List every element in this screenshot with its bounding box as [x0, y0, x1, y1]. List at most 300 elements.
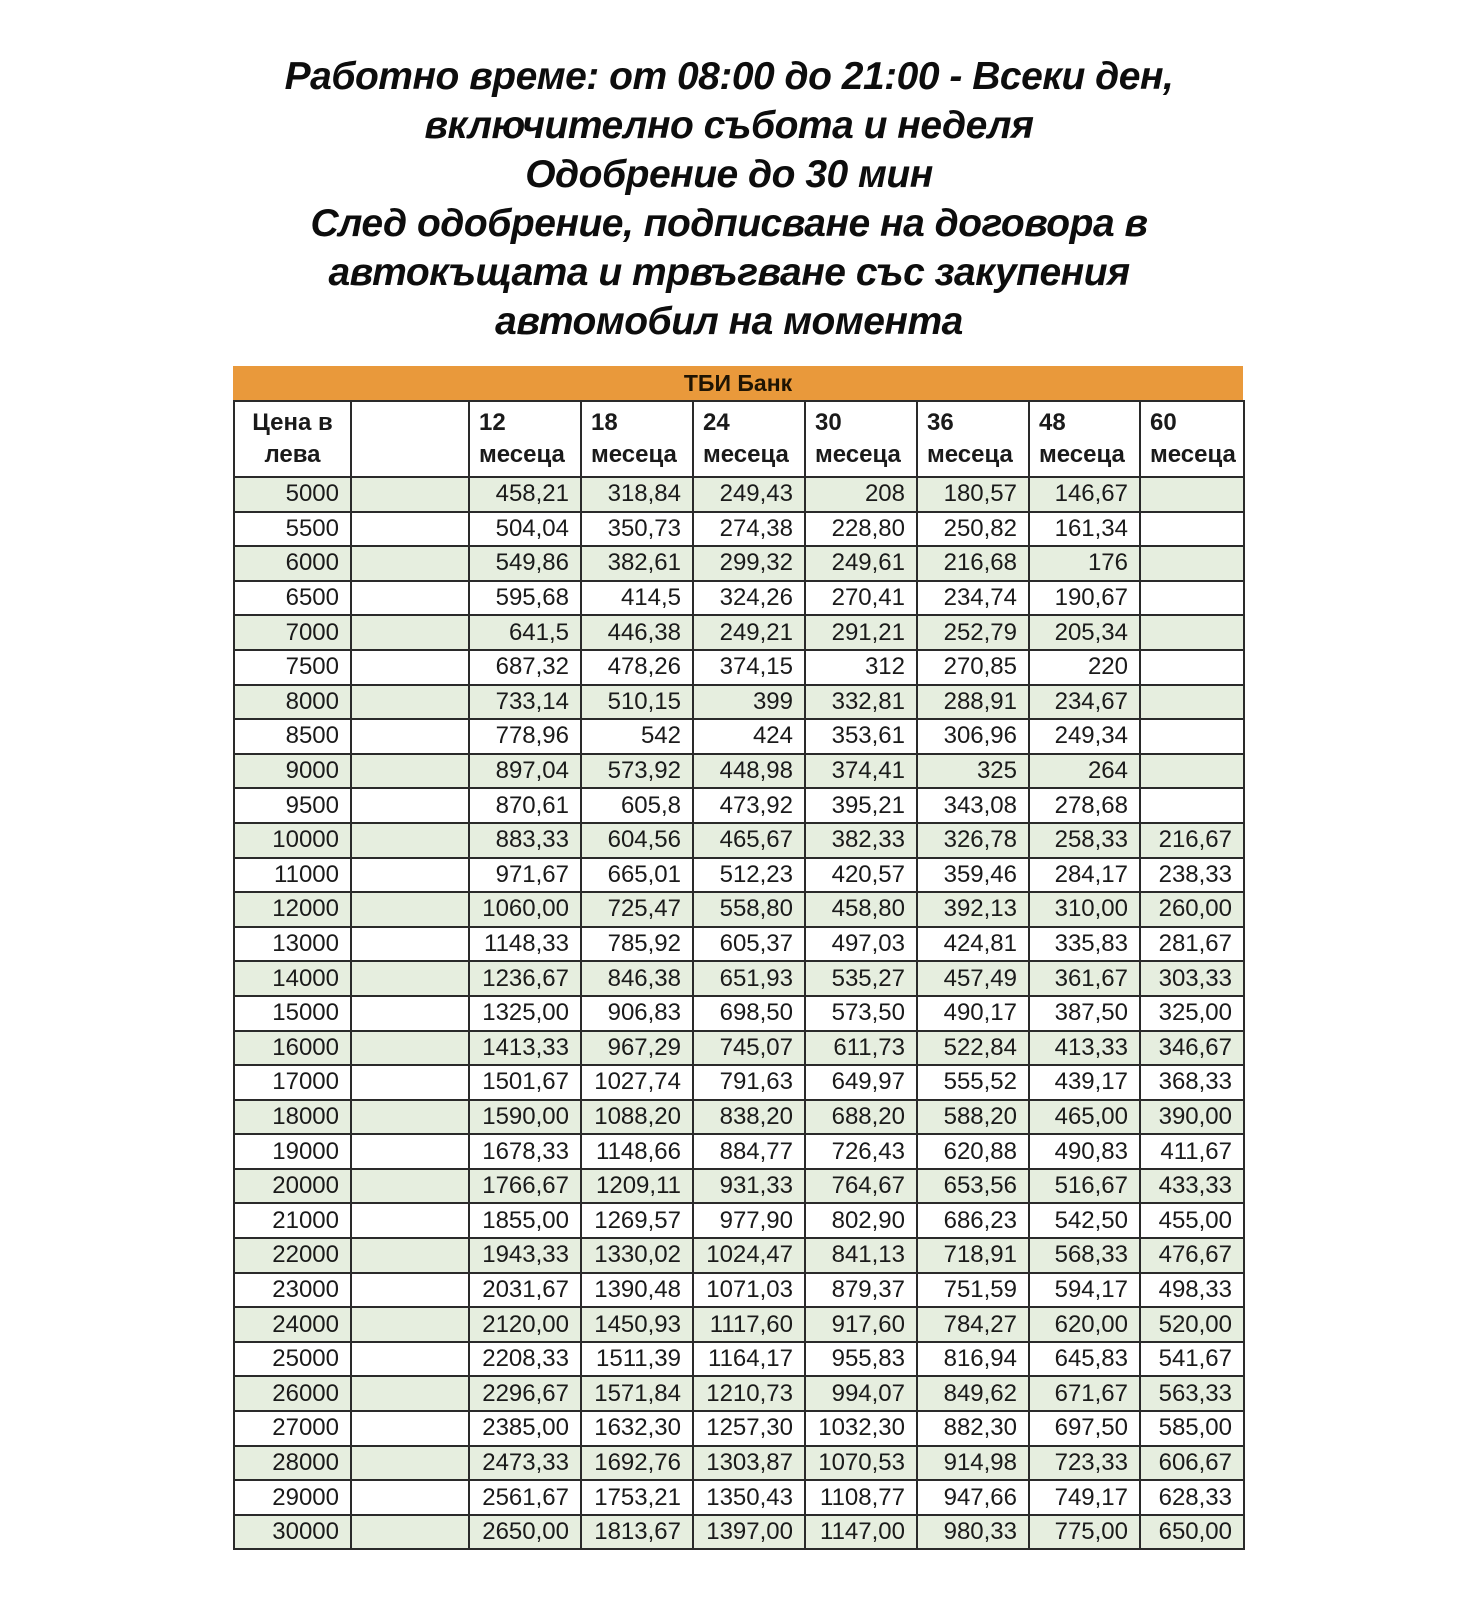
payment-cell: 458,21 [469, 477, 581, 512]
payment-cell: 234,74 [917, 581, 1029, 616]
price-cell: 29000 [234, 1480, 351, 1515]
payment-cell: 1027,74 [581, 1065, 693, 1100]
payment-cell: 2385,00 [469, 1411, 581, 1446]
payment-cell: 802,90 [805, 1203, 917, 1238]
price-cell: 10000 [234, 823, 351, 858]
payment-cell: 146,67 [1029, 477, 1140, 512]
payment-cell: 1257,30 [693, 1411, 805, 1446]
payment-cell: 1325,00 [469, 996, 581, 1031]
payment-cell: 343,08 [917, 788, 1029, 823]
title-line: Работно време: от 08:00 до 21:00 - Всеки ден, [284, 55, 1174, 98]
payment-cell: 306,96 [917, 719, 1029, 754]
payment-cell [1140, 685, 1244, 720]
table-row [234, 512, 1244, 547]
payment-cell: 1269,57 [581, 1203, 693, 1238]
payment-cell: 1397,00 [693, 1515, 805, 1550]
payment-cell: 917,60 [805, 1307, 917, 1342]
payment-cell: 176 [1029, 546, 1140, 581]
payment-cell [1140, 615, 1244, 650]
price-cell: 7500 [234, 650, 351, 685]
payment-cell: 931,33 [693, 1169, 805, 1204]
title-line: включително събота и неделя [424, 104, 1034, 147]
payment-cell: 906,83 [581, 996, 693, 1031]
payment-cell: 897,04 [469, 754, 581, 789]
payment-cell: 433,33 [1140, 1169, 1244, 1204]
price-cell: 7000 [234, 615, 351, 650]
payment-cell: 420,57 [805, 858, 917, 893]
payment-cell: 465,00 [1029, 1100, 1140, 1135]
payment-cell: 325,00 [1140, 996, 1244, 1031]
payment-cell: 278,68 [1029, 788, 1140, 823]
empty-cell [351, 1446, 469, 1481]
payment-cell: 882,30 [917, 1411, 1029, 1446]
empty-cell [351, 1031, 469, 1066]
table-row [234, 858, 1244, 893]
payment-cell: 784,27 [917, 1307, 1029, 1342]
table-row [234, 1411, 1244, 1446]
payment-cell: 764,67 [805, 1169, 917, 1204]
empty-cell [351, 892, 469, 927]
empty-cell [351, 685, 469, 720]
payment-cell: 1450,93 [581, 1307, 693, 1342]
payment-cell: 455,00 [1140, 1203, 1244, 1238]
payment-cell: 1070,53 [805, 1446, 917, 1481]
empty-cell [351, 1100, 469, 1135]
payment-cell: 522,84 [917, 1031, 1029, 1066]
payment-cell: 2561,67 [469, 1480, 581, 1515]
payment-cell: 914,98 [917, 1446, 1029, 1481]
empty-cell [351, 546, 469, 581]
payment-cell [1140, 719, 1244, 754]
price-cell: 15000 [234, 996, 351, 1031]
price-column-header: Цена в лева [234, 401, 351, 477]
payment-cell: 228,80 [805, 512, 917, 547]
empty-cell [351, 650, 469, 685]
payment-cell: 332,81 [805, 685, 917, 720]
payment-cell: 270,41 [805, 581, 917, 616]
empty-cell [351, 1134, 469, 1169]
table-row [234, 719, 1244, 754]
table-row [234, 581, 1244, 616]
payment-cell [1140, 477, 1244, 512]
payment-cell: 387,50 [1029, 996, 1140, 1031]
payment-cell: 274,38 [693, 512, 805, 547]
payment-cell: 476,67 [1140, 1238, 1244, 1273]
payment-cell: 374,15 [693, 650, 805, 685]
empty-cell [351, 1065, 469, 1100]
payment-cell: 971,67 [469, 858, 581, 893]
payment-cell: 497,03 [805, 927, 917, 962]
payment-cell: 288,91 [917, 685, 1029, 720]
empty-cell [351, 788, 469, 823]
payment-cell: 605,8 [581, 788, 693, 823]
payment-cell: 350,73 [581, 512, 693, 547]
payment-cell: 1236,67 [469, 961, 581, 996]
payment-cell: 542 [581, 719, 693, 754]
payment-cell: 653,56 [917, 1169, 1029, 1204]
table-row [234, 788, 1244, 823]
price-cell: 6500 [234, 581, 351, 616]
empty-cell [351, 1411, 469, 1446]
table-row [234, 1169, 1244, 1204]
payment-cell: 249,61 [805, 546, 917, 581]
payment-cell: 512,23 [693, 858, 805, 893]
price-cell: 17000 [234, 1065, 351, 1100]
price-cell: 18000 [234, 1100, 351, 1135]
empty-column-header [351, 401, 469, 477]
price-cell: 20000 [234, 1169, 351, 1204]
payment-cell: 1855,00 [469, 1203, 581, 1238]
price-cell: 8500 [234, 719, 351, 754]
empty-cell [351, 996, 469, 1031]
payment-cell: 595,68 [469, 581, 581, 616]
payment-cell: 1209,11 [581, 1169, 693, 1204]
payment-cell [1140, 546, 1244, 581]
page-title [0, 52, 1458, 346]
empty-cell [351, 1307, 469, 1342]
payment-cell: 180,57 [917, 477, 1029, 512]
price-table-body [234, 477, 1244, 1549]
empty-cell [351, 927, 469, 962]
payment-cell: 778,96 [469, 719, 581, 754]
payment-cell: 649,97 [805, 1065, 917, 1100]
price-cell: 11000 [234, 858, 351, 893]
payment-cell: 490,83 [1029, 1134, 1140, 1169]
payment-cell: 335,83 [1029, 927, 1140, 962]
price-cell: 26000 [234, 1376, 351, 1411]
payment-cell: 718,91 [917, 1238, 1029, 1273]
payment-cell: 733,14 [469, 685, 581, 720]
payment-cell: 1117,60 [693, 1307, 805, 1342]
payment-cell: 1303,87 [693, 1446, 805, 1481]
payment-cell: 361,67 [1029, 961, 1140, 996]
payment-cell: 457,49 [917, 961, 1029, 996]
payment-cell: 249,43 [693, 477, 805, 512]
payment-cell: 541,67 [1140, 1342, 1244, 1377]
payment-cell: 310,00 [1029, 892, 1140, 927]
payment-cell: 1164,17 [693, 1342, 805, 1377]
payment-cell: 250,82 [917, 512, 1029, 547]
payment-cell: 1148,33 [469, 927, 581, 962]
payment-cell: 303,33 [1140, 961, 1244, 996]
payment-cell: 414,5 [581, 581, 693, 616]
payment-cell: 516,67 [1029, 1169, 1140, 1204]
table-row [234, 1446, 1244, 1481]
payment-cell: 281,67 [1140, 927, 1244, 962]
payment-cell: 446,38 [581, 615, 693, 650]
table-row [234, 650, 1244, 685]
payment-cell: 284,17 [1029, 858, 1140, 893]
payment-cell: 628,33 [1140, 1480, 1244, 1515]
payment-cell: 478,26 [581, 650, 693, 685]
payment-cell: 1692,76 [581, 1446, 693, 1481]
payment-cell: 535,27 [805, 961, 917, 996]
payment-cell: 318,84 [581, 477, 693, 512]
price-cell: 5500 [234, 512, 351, 547]
payment-cell: 620,00 [1029, 1307, 1140, 1342]
payment-cell: 249,34 [1029, 719, 1140, 754]
price-cell: 13000 [234, 927, 351, 962]
month-column-header: 60 месеца [1140, 401, 1244, 477]
payment-cell: 1088,20 [581, 1100, 693, 1135]
payment-cell [1140, 754, 1244, 789]
payment-cell: 1571,84 [581, 1376, 693, 1411]
payment-cell: 994,07 [805, 1376, 917, 1411]
payment-cell: 585,00 [1140, 1411, 1244, 1446]
table-row [234, 996, 1244, 1031]
payment-cell: 2031,67 [469, 1273, 581, 1308]
table-row [234, 1031, 1244, 1066]
payment-cell: 473,92 [693, 788, 805, 823]
payment-cell: 816,94 [917, 1342, 1029, 1377]
payment-cell: 382,61 [581, 546, 693, 581]
payment-cell: 346,67 [1140, 1031, 1244, 1066]
payment-cell: 604,56 [581, 823, 693, 858]
payment-cell: 1060,00 [469, 892, 581, 927]
price-cell: 6000 [234, 546, 351, 581]
empty-cell [351, 1169, 469, 1204]
empty-cell [351, 1376, 469, 1411]
payment-cell: 2296,67 [469, 1376, 581, 1411]
empty-cell [351, 858, 469, 893]
payment-cell: 252,79 [917, 615, 1029, 650]
payment-cell: 208 [805, 477, 917, 512]
payment-cell: 594,17 [1029, 1273, 1140, 1308]
payment-cell: 1753,21 [581, 1480, 693, 1515]
price-cell: 14000 [234, 961, 351, 996]
payment-cell: 1024,47 [693, 1238, 805, 1273]
payment-cell: 238,33 [1140, 858, 1244, 893]
table-row [234, 1307, 1244, 1342]
price-cell: 28000 [234, 1446, 351, 1481]
price-cell: 21000 [234, 1203, 351, 1238]
payment-cell: 1148,66 [581, 1134, 693, 1169]
payment-cell: 359,46 [917, 858, 1029, 893]
month-column-header: 48 месеца [1029, 401, 1140, 477]
payment-cell: 1108,77 [805, 1480, 917, 1515]
payment-cell: 1678,33 [469, 1134, 581, 1169]
payment-cell: 849,62 [917, 1376, 1029, 1411]
payment-cell: 650,00 [1140, 1515, 1244, 1550]
payment-cell: 563,33 [1140, 1376, 1244, 1411]
payment-cell: 687,32 [469, 650, 581, 685]
payment-cell: 448,98 [693, 754, 805, 789]
payment-cell: 1330,02 [581, 1238, 693, 1273]
payment-cell: 977,90 [693, 1203, 805, 1238]
payment-cell: 620,88 [917, 1134, 1029, 1169]
table-row [234, 1515, 1244, 1550]
payment-cell: 504,04 [469, 512, 581, 547]
title-line: автокъщата и трвъгване със закупения [328, 251, 1130, 294]
price-cell: 5000 [234, 477, 351, 512]
price-cell: 12000 [234, 892, 351, 927]
payment-cell: 205,34 [1029, 615, 1140, 650]
payment-cell: 1501,67 [469, 1065, 581, 1100]
payment-cell: 791,63 [693, 1065, 805, 1100]
payment-cell: 216,67 [1140, 823, 1244, 858]
table-row [234, 1273, 1244, 1308]
price-cell: 23000 [234, 1273, 351, 1308]
payment-cell: 498,33 [1140, 1273, 1244, 1308]
payment-cell: 588,20 [917, 1100, 1029, 1135]
empty-cell [351, 581, 469, 616]
payment-cell: 1210,73 [693, 1376, 805, 1411]
payment-cell: 967,29 [581, 1031, 693, 1066]
price-cell: 22000 [234, 1238, 351, 1273]
empty-cell [351, 1273, 469, 1308]
payment-cell: 645,83 [1029, 1342, 1140, 1377]
payment-cell: 1032,30 [805, 1411, 917, 1446]
title-line: Одобрение до 30 мин [525, 153, 933, 196]
payment-cell: 671,67 [1029, 1376, 1140, 1411]
price-table [233, 400, 1245, 1550]
month-column-header: 24 месеца [693, 401, 805, 477]
payment-cell: 665,01 [581, 858, 693, 893]
bank-header-band [233, 366, 1243, 400]
payment-cell: 558,80 [693, 892, 805, 927]
payment-cell: 542,50 [1029, 1203, 1140, 1238]
payment-cell: 234,67 [1029, 685, 1140, 720]
payment-cell: 947,66 [917, 1480, 1029, 1515]
title-line: автомобил на момента [495, 300, 963, 343]
payment-cell: 870,61 [469, 788, 581, 823]
empty-cell [351, 1238, 469, 1273]
payment-cell: 424 [693, 719, 805, 754]
price-cell: 9500 [234, 788, 351, 823]
payment-cell: 568,33 [1029, 1238, 1140, 1273]
payment-cell: 605,37 [693, 927, 805, 962]
month-column-header: 12 месеца [469, 401, 581, 477]
payment-cell: 751,59 [917, 1273, 1029, 1308]
payment-cell: 723,33 [1029, 1446, 1140, 1481]
payment-cell: 1813,67 [581, 1515, 693, 1550]
header-row [234, 401, 1244, 477]
payment-cell: 726,43 [805, 1134, 917, 1169]
payment-cell: 220 [1029, 650, 1140, 685]
payment-cell: 249,21 [693, 615, 805, 650]
payment-cell: 325 [917, 754, 1029, 789]
payment-cell: 688,20 [805, 1100, 917, 1135]
payment-cell: 785,92 [581, 927, 693, 962]
table-row [234, 1238, 1244, 1273]
payment-cell: 1147,00 [805, 1515, 917, 1550]
payment-cell: 190,67 [1029, 581, 1140, 616]
payment-cell: 686,23 [917, 1203, 1029, 1238]
payment-cell: 216,68 [917, 546, 1029, 581]
price-cell: 27000 [234, 1411, 351, 1446]
table-row [234, 1134, 1244, 1169]
month-column-header: 36 месеца [917, 401, 1029, 477]
payment-cell: 520,00 [1140, 1307, 1244, 1342]
table-row [234, 1376, 1244, 1411]
bank-name: ТБИ Банк [683, 369, 793, 396]
payment-cell: 2650,00 [469, 1515, 581, 1550]
payment-cell: 1590,00 [469, 1100, 581, 1135]
payment-cell: 312 [805, 650, 917, 685]
table-row [234, 546, 1244, 581]
payment-cell: 838,20 [693, 1100, 805, 1135]
table-row [234, 927, 1244, 962]
payment-cell: 573,50 [805, 996, 917, 1031]
payment-cell: 980,33 [917, 1515, 1029, 1550]
price-cell: 24000 [234, 1307, 351, 1342]
payment-cell: 390,00 [1140, 1100, 1244, 1135]
payment-cell: 879,37 [805, 1273, 917, 1308]
payment-cell: 270,85 [917, 650, 1029, 685]
payment-cell: 326,78 [917, 823, 1029, 858]
payment-cell: 698,50 [693, 996, 805, 1031]
payment-cell: 324,26 [693, 581, 805, 616]
payment-cell: 458,80 [805, 892, 917, 927]
empty-cell [351, 823, 469, 858]
table-row [234, 892, 1244, 927]
payment-cell: 955,83 [805, 1342, 917, 1377]
payment-cell: 606,67 [1140, 1446, 1244, 1481]
table-row [234, 961, 1244, 996]
payment-cell: 2473,33 [469, 1446, 581, 1481]
empty-cell [351, 754, 469, 789]
table-row [234, 685, 1244, 720]
payment-cell: 2120,00 [469, 1307, 581, 1342]
payment-cell: 883,33 [469, 823, 581, 858]
payment-cell: 490,17 [917, 996, 1029, 1031]
empty-cell [351, 1203, 469, 1238]
payment-cell: 611,73 [805, 1031, 917, 1066]
loan-table-container [233, 366, 1243, 1550]
empty-cell [351, 512, 469, 547]
empty-cell [351, 1342, 469, 1377]
payment-cell: 725,47 [581, 892, 693, 927]
table-row [234, 477, 1244, 512]
payment-cell: 424,81 [917, 927, 1029, 962]
payment-cell: 549,86 [469, 546, 581, 581]
payment-cell: 884,77 [693, 1134, 805, 1169]
price-cell: 19000 [234, 1134, 351, 1169]
table-row [234, 1100, 1244, 1135]
price-cell: 16000 [234, 1031, 351, 1066]
empty-cell [351, 1515, 469, 1550]
payment-cell: 264 [1029, 754, 1140, 789]
month-column-header: 18 месеца [581, 401, 693, 477]
payment-cell: 258,33 [1029, 823, 1140, 858]
payment-cell [1140, 512, 1244, 547]
payment-cell: 299,32 [693, 546, 805, 581]
payment-cell: 651,93 [693, 961, 805, 996]
payment-cell [1140, 788, 1244, 823]
table-row [234, 1342, 1244, 1377]
empty-cell [351, 477, 469, 512]
table-row [234, 1203, 1244, 1238]
payment-cell: 368,33 [1140, 1065, 1244, 1100]
title-line: След одобрение, подписване на договора в [310, 202, 1148, 245]
payment-cell: 395,21 [805, 788, 917, 823]
price-cell: 9000 [234, 754, 351, 789]
payment-cell: 749,17 [1029, 1480, 1140, 1515]
payment-cell [1140, 650, 1244, 685]
payment-cell: 399 [693, 685, 805, 720]
payment-cell: 2208,33 [469, 1342, 581, 1377]
payment-cell: 411,67 [1140, 1134, 1244, 1169]
table-row [234, 1480, 1244, 1515]
payment-cell: 1511,39 [581, 1342, 693, 1377]
payment-cell: 1943,33 [469, 1238, 581, 1273]
payment-cell: 374,41 [805, 754, 917, 789]
empty-cell [351, 961, 469, 996]
table-row [234, 823, 1244, 858]
payment-cell: 745,07 [693, 1031, 805, 1066]
payment-cell: 1350,43 [693, 1480, 805, 1515]
payment-cell: 382,33 [805, 823, 917, 858]
